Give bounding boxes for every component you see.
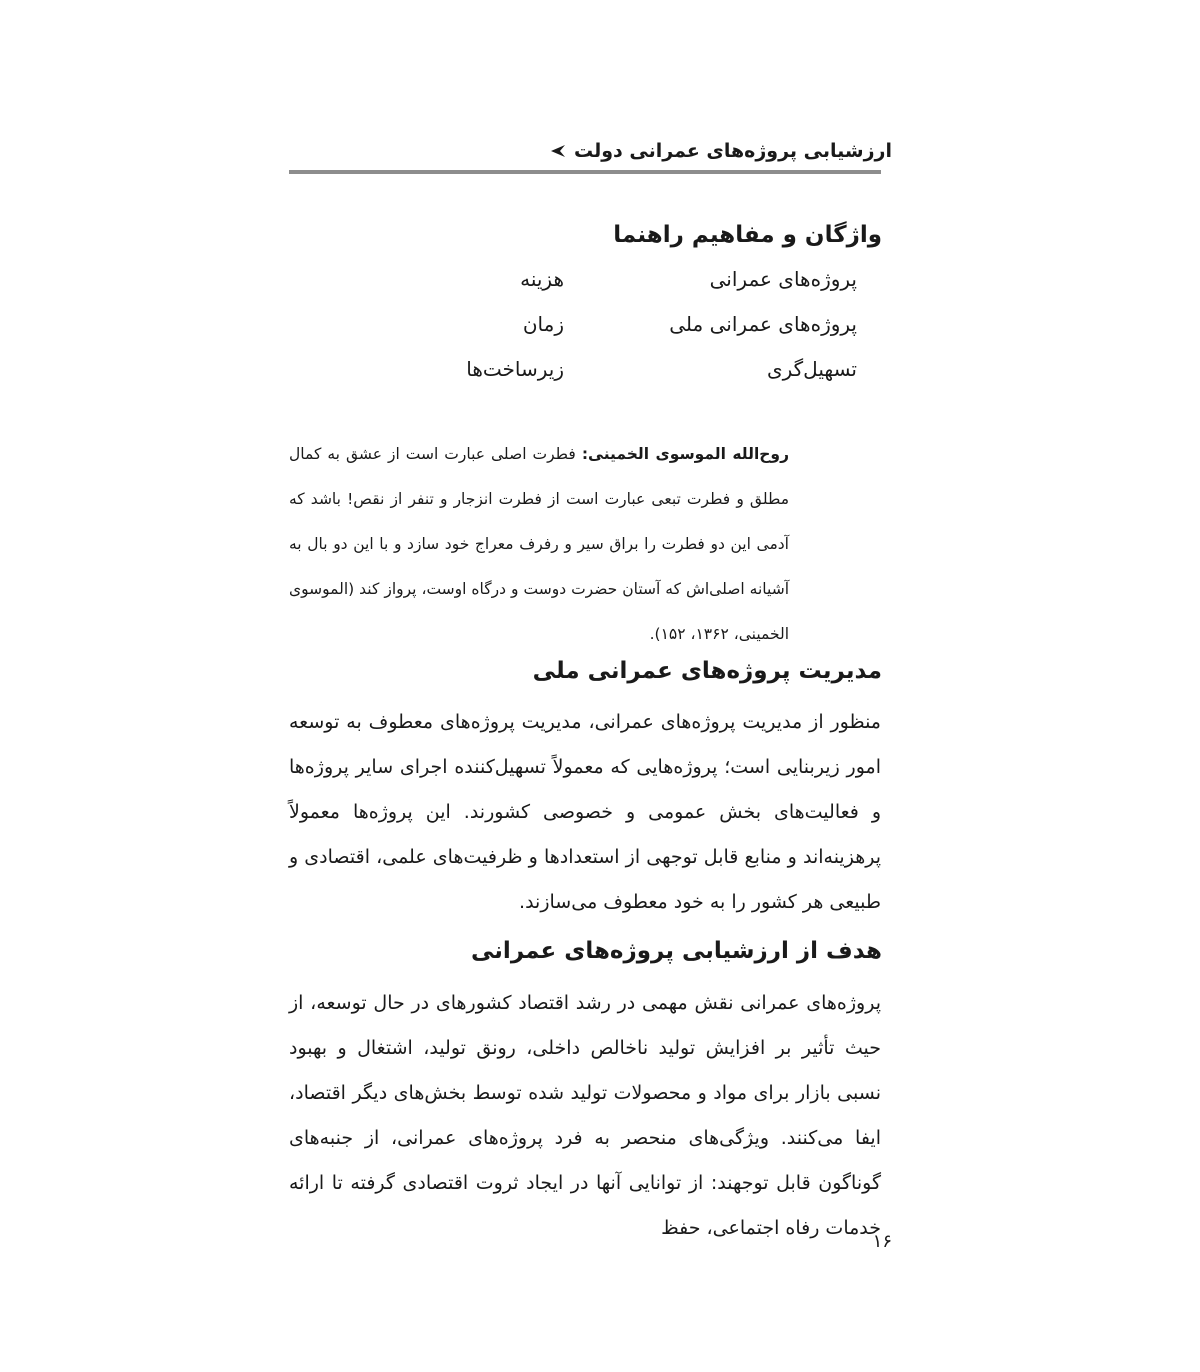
page-number: ۱۶ (872, 1231, 892, 1252)
quote-text: فطرت اصلی عبارت است از عشق به کمال مطلق و فطرت تبعی عبارت است از فطرت انزجار و تنفر از نقص! باشد که آدمی این دو فطرت را براق سیر و رفرف معراج خود سازد و با این دو بال به آشیانه اصلی‌اش که آستان حضرت دوست و درگاه اوست، پرواز کند (الموسوی الخمینی، ۱۳۶۲، ۱۵۲). (289, 445, 789, 643)
section-paragraph: پروژه‌های عمرانی نقش مهمی در رشد اقتصاد کشورهای در حال توسعه، از حیث تأثیر بر افزایش تولید ناخالص داخلی، رونق تولید، اشتغال و بهبود نسبی بازار برای مواد و محصولات تولید شده توسط بخش‌های دیگر اقتصاد، ایفا می‌کنند. ویژگی‌های منحصر به فرد پروژه‌های عمرانی، از جنبه‌های گوناگون قابل توجهند: از توانایی آنها در ایجاد ثروت اقتصادی گرفته تا ارائه خدمات رفاه اجتماعی، حفظ (289, 992, 881, 1239)
running-title: ارزشیابی پروژه‌های عمرانی دولت (573, 140, 892, 162)
keyword-item: هزینه (520, 267, 564, 291)
section-paragraph: منظور از مدیریت پروژه‌های عمرانی، مدیریت پروژه‌های معطوف به توسعه امور زیربنایی است؛ پروژه‌هایی که معمولاً تسهیل‌کننده اجرای سایر پروژه‌ها و فعالیت‌های بخش عمومی و خصوصی کشورند. این پروژه‌ها معمولاً پرهزینه‌اند و منابع قابل توجهی از استعدادها و ظرفیت‌های علمی، اقتصادی و طبیعی هر کشور را به خود معطوف می‌سازند. (289, 711, 881, 913)
quote-author: روح‌الله الموسوی الخمینی: (581, 445, 789, 463)
keyword-item: زیرساخت‌ها (466, 357, 564, 381)
header-rule (289, 170, 881, 174)
arrow-left-icon (550, 143, 566, 159)
keywords-heading: واژگان و مفاهیم راهنما (613, 222, 882, 248)
running-header (292, 134, 892, 168)
epigraph-quote (289, 432, 789, 657)
section-heading: مدیریت پروژه‌های عمرانی ملی (532, 658, 882, 684)
keyword-item: زمان (522, 312, 564, 336)
keyword-item: تسهیل‌گری (766, 357, 857, 381)
keyword-item: پروژه‌های عمرانی ملی (669, 312, 857, 336)
keyword-item: پروژه‌های عمرانی (709, 267, 857, 291)
section-heading: هدف از ارزشیابی پروژه‌های عمرانی (471, 938, 882, 964)
